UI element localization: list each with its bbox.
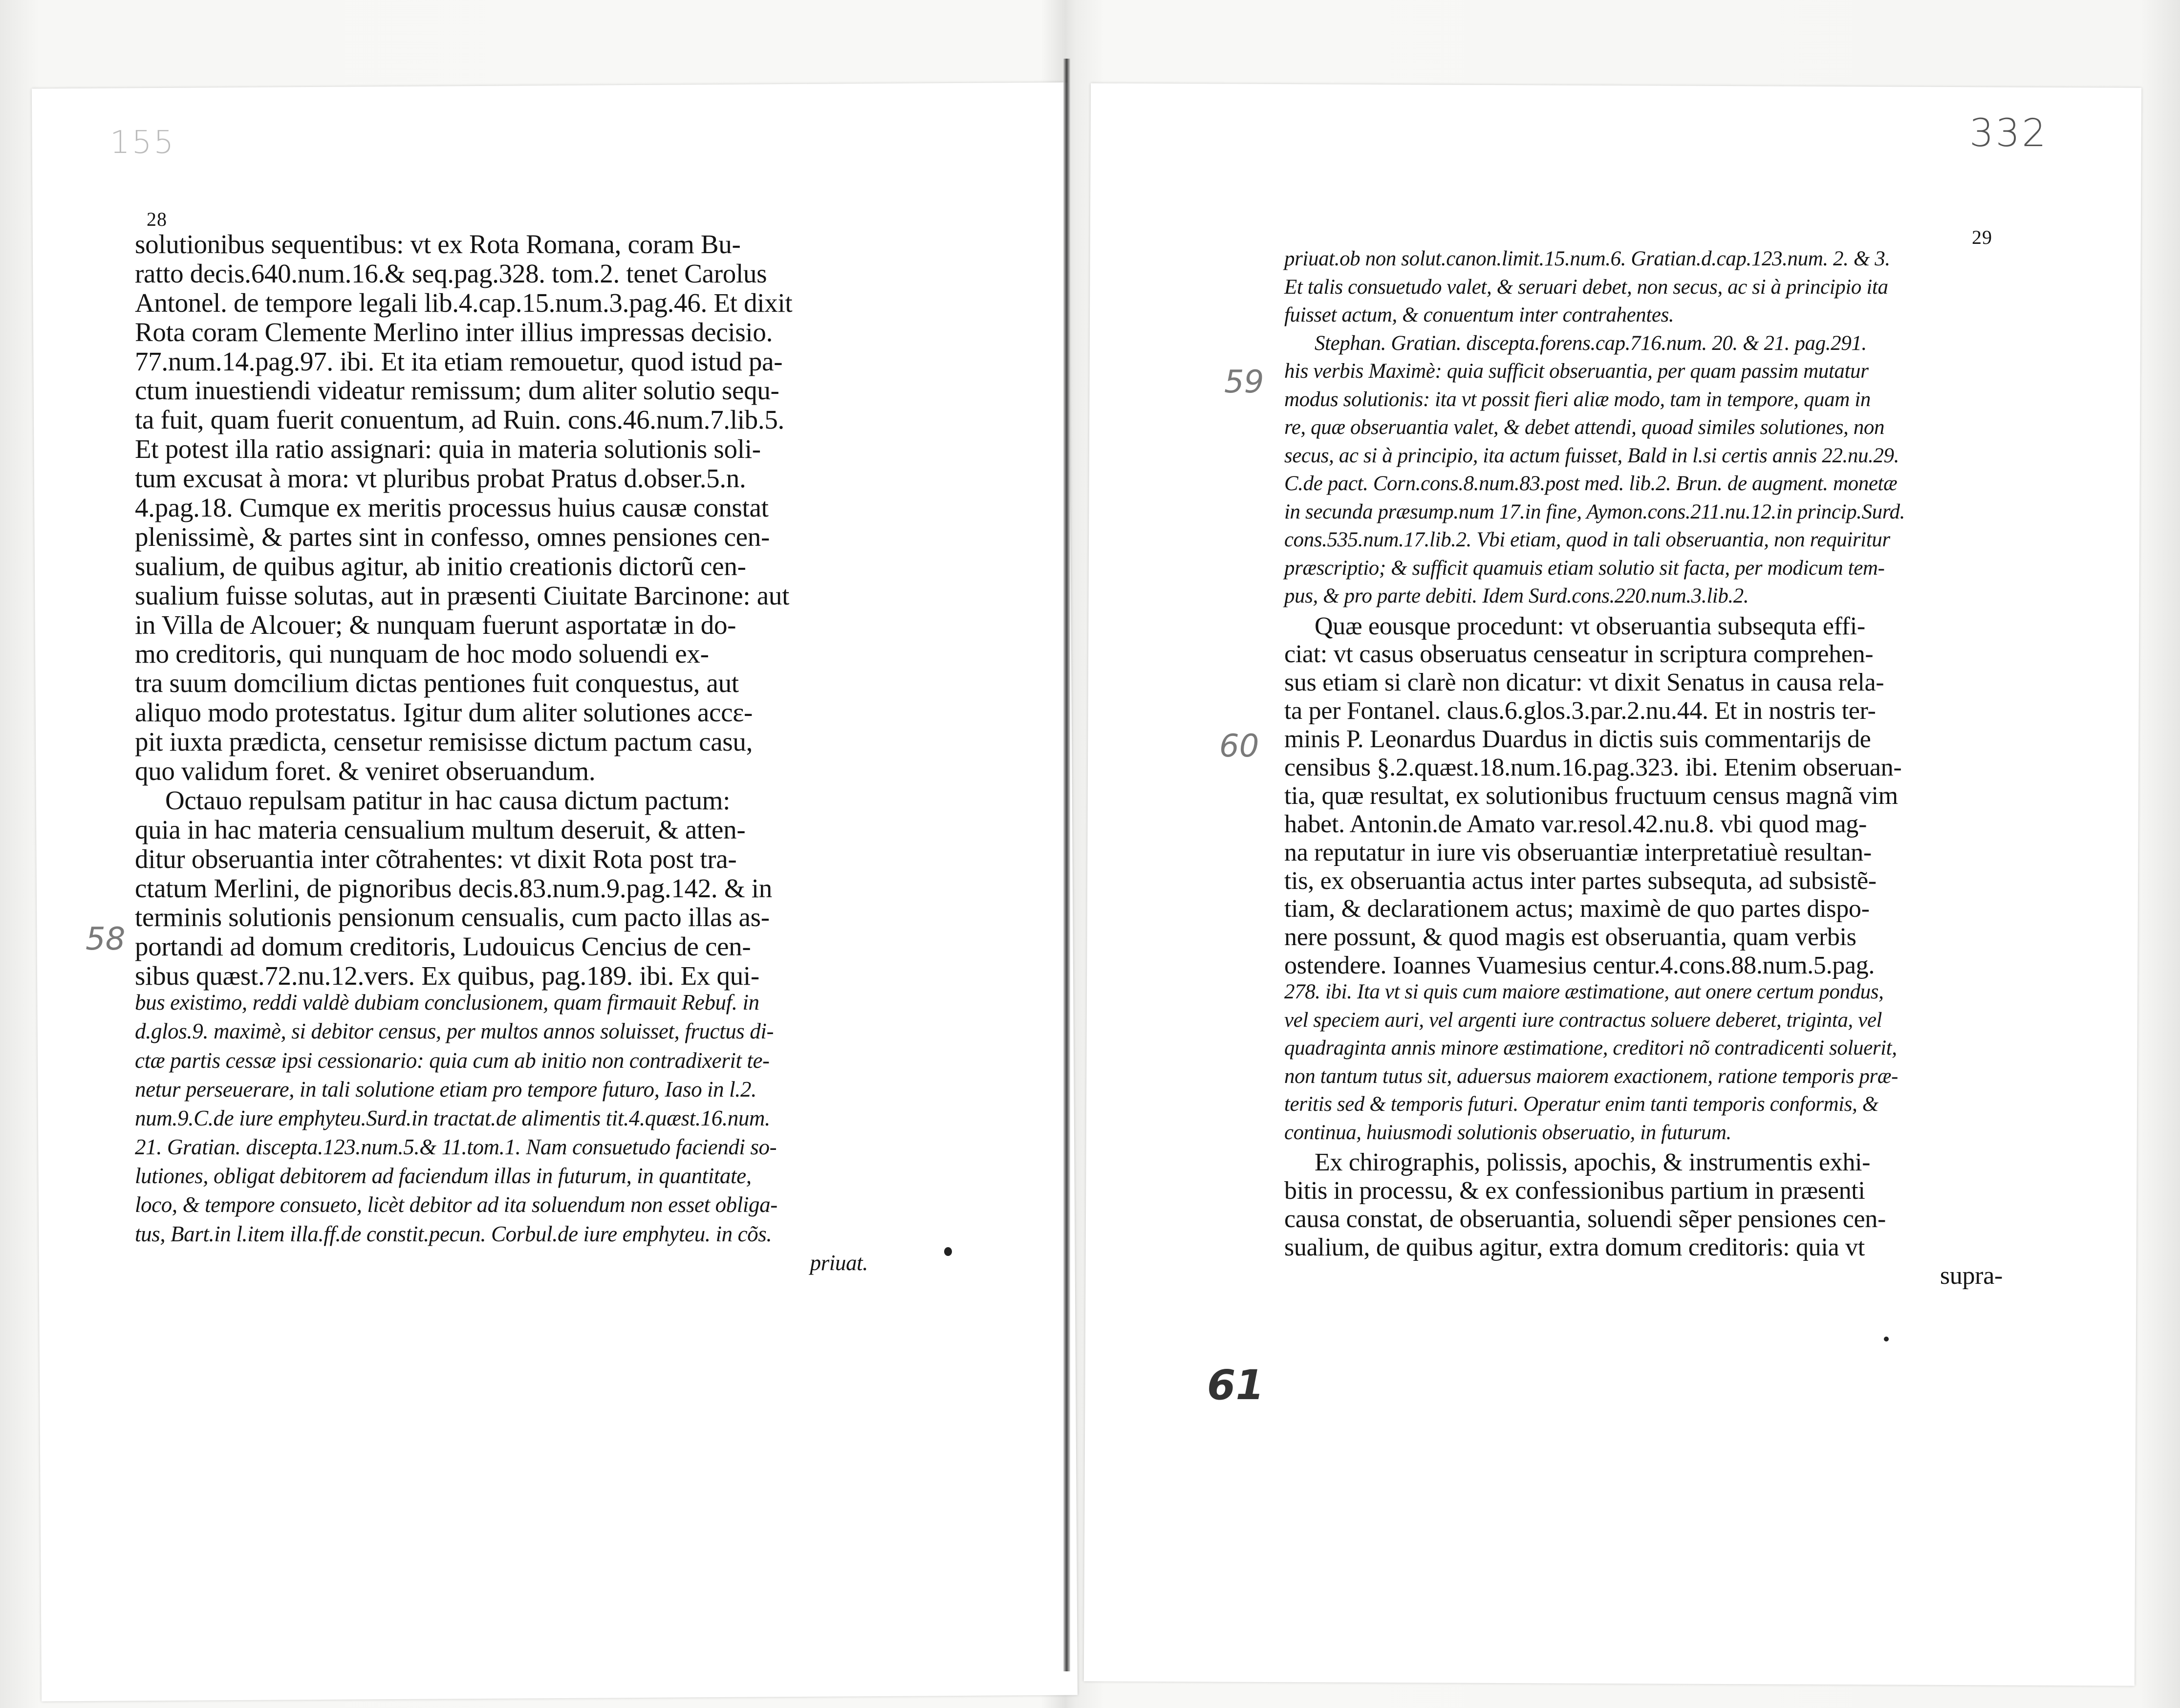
text-line: sualium fuisse solutas, aut in præsenti Ciuitate Barcinone: aut <box>135 580 790 610</box>
left-margin-note: 58 <box>86 921 126 957</box>
text-line: teritis sed & temporis futuri. Operatur enim tanti temporis conformis, & <box>1284 1093 1878 1116</box>
text-line: continua, huiusmodi solutionis obseruatio, in futurum. <box>1284 1121 1731 1144</box>
text-line: re, quæ obseruantia valet, & debet attendi, quoad similes solutiones, non <box>1284 416 1885 439</box>
text-line: Stephan. Gratian. discepta.forens.cap.716.num. 20. & 21. pag.291. <box>1315 331 1867 355</box>
text-line: tum excusat à mora: vt pluribus probat Pratus d.obser.5.n. <box>135 463 746 494</box>
text-line: ctatum Merlini, de pignoribus decis.83.num.9.pag.142. & in <box>135 873 772 903</box>
text-line: solutionibus sequentibus: vt ex Rota Romana, coram Bu- <box>135 229 741 259</box>
text-line: tra suum domcilium dictas pentiones fuit conquestus, aut <box>135 668 739 698</box>
text-line: non tantum tutus sit, aduersus maiorem exactionem, ratione temporis præ- <box>1284 1064 1898 1088</box>
right-page-number: 29 <box>1972 226 1992 248</box>
text-line: priuat. <box>810 1250 868 1275</box>
text-line: na reputatur in iure vis obseruantiæ interpretatiuè resultan- <box>1284 838 1872 866</box>
text-line: Quæ eousque procedunt: vt obseruantia subsequta effi- <box>1315 612 1865 640</box>
text-line: bus existimo, reddi valdè dubiam conclusionem, quam firmauit Rebuf. in <box>135 990 759 1015</box>
text-line: pus, & pro parte debiti. Idem Surd.cons.220.num.3.lib.2. <box>1284 584 1749 607</box>
text-line: loco, & tempore consueto, licèt debitor ad ita soluendum non esset obliga- <box>135 1192 777 1217</box>
text-line: Et potest illa ratio assignari: quia in materia solutionis soli- <box>135 434 761 464</box>
left-page-number: 28 <box>147 208 167 230</box>
ink-speck <box>944 1247 952 1256</box>
text-line: pit iuxta prædicta, censetur remisisse dictum pactum casu, <box>135 727 753 757</box>
text-line: ditur obseruantia inter cõtrahentes: vt dixit Rota post tra- <box>135 843 737 874</box>
text-line: quia in hac materia censualium multum deseruit, & atten- <box>135 814 746 844</box>
text-line: C.de pact. Corn.cons.8.num.83.post med. lib.2. Brun. de augment. monetæ <box>1284 472 1898 495</box>
text-line: portandi ad domum creditoris, Ludouicus Cencius de cen- <box>135 931 751 962</box>
text-line: plenissimè, & partes sint in confesso, omnes pensiones cen- <box>135 521 770 552</box>
text-line: his verbis Maximè: quia sufficit obseruantia, per quam passim mutatur <box>1284 360 1869 383</box>
text-line: sus etiam si clarè non dicatur: vt dixit Senatus in causa rela- <box>1284 669 1884 697</box>
text-line: mo creditoris, qui nunquam de hoc modo soluendi ex- <box>135 639 709 669</box>
text-line: cons.535.num.17.lib.2. Vbi etiam, quod in tali obseruantia, non requiritur <box>1284 528 1890 551</box>
text-line: tis, ex obseruantia actus inter partes subsequta, ad subsistẽ- <box>1284 866 1877 895</box>
text-line: nere possunt, & quod magis est obseruantia, quam verbis <box>1284 923 1856 951</box>
right-page-text <box>1284 248 2003 1292</box>
text-line: tia, quæ resultat, ex solutionibus fructuum census magnã vim <box>1284 781 1898 810</box>
text-line: ta fuit, quam fuerit conuentum, ad Ruin. cons.46.num.7.lib.5. <box>135 405 784 435</box>
text-line: habet. Antonin.de Amato var.resol.42.nu.8. vbi quod mag- <box>1284 810 1867 838</box>
right-folio-number: 332 <box>1969 111 2048 155</box>
text-line: d.glos.9. maximè, si debitor census, per multos annos soluisset, fructus di- <box>135 1019 774 1044</box>
right-margin-note-61: 61 <box>1207 1361 1264 1409</box>
text-line: 21. Gratian. discepta.123.num.5.& 11.tom.1. Nam consuetudo faciendi so- <box>135 1135 777 1160</box>
text-line: in secunda præsump.num 17.in fine, Aymon.cons.211.nu.12.in princip.Surd. <box>1284 500 1905 523</box>
text-line: ctæ partis cessæ ipsi cessionario: quia cum ab initio non contradixerit te- <box>135 1048 770 1073</box>
text-line: minis P. Leonardus Duardus in dictis suis commentarijs de <box>1284 725 1871 754</box>
text-line: num.9.C.de iure emphyteu.Surd.in tractat.de alimentis tit.4.quæst.16.num. <box>135 1105 770 1130</box>
text-line: ta per Fontanel. claus.6.glos.3.par.2.nu.44. Et in nostris ter- <box>1284 697 1876 725</box>
text-line: quadraginta annis minore æstimatione, creditori nõ contradicenti soluerit, <box>1284 1037 1897 1060</box>
right-margin-note-59: 59 <box>1224 364 1264 400</box>
left-faint-folio: 155 <box>110 125 176 161</box>
text-line: sibus quæst.72.nu.12.vers. Ex quibus, pag.189. ibi. Ex qui- <box>135 961 759 991</box>
text-line: ratto decis.640.num.16.& seq.pag.328. tom.2. tenet Carolus <box>135 258 767 288</box>
text-line: tiam, & declarationem actus; maximè de quo partes dispo- <box>1284 895 1870 923</box>
text-line: secus, ac si à principio, ita actum fuisset, Bald in l.si certis annis 22.nu.29. <box>1284 444 1899 467</box>
text-line: præscriptio; & sufficit quamuis etiam solutio sit facta, per modicum tem- <box>1284 556 1885 580</box>
text-line: fuisset actum, & conuentum inter contrahentes. <box>1284 303 1674 326</box>
right-margin-note-60: 60 <box>1219 728 1259 764</box>
ink-speck <box>1884 1337 1889 1341</box>
text-line: Rota coram Clemente Merlino inter illius impressas decisio. <box>135 317 773 347</box>
text-line: vel speciem auri, vel argenti iure contractus soluere deberet, triginta, vel <box>1284 1008 1882 1032</box>
text-line: netur perseuerare, in tali solutione etiam pro tempore futuro, Iaso in l.2. <box>135 1077 756 1102</box>
text-line: 77.num.14.pag.97. ibi. Et ita etiam remouetur, quod istud pa- <box>135 346 783 376</box>
text-line: quo validum foret. & veniret obseruandum. <box>135 756 596 786</box>
text-line: aliquo modo protestatus. Igitur dum aliter solutiones accε- <box>135 697 753 728</box>
text-line: lutiones, obligat debitorem ad faciendum illas in futurum, in quantitate, <box>135 1164 752 1189</box>
text-line: Et talis consuetudo valet, & seruari debet, non secus, ac si à principio ita <box>1284 275 1888 299</box>
text-line: ctum inuestiendi videatur remissum; dum aliter solutio sequ- <box>135 375 779 406</box>
text-line: censibus §.2.quæst.18.num.16.pag.323. ibi. Etenim obseruan- <box>1284 753 1902 781</box>
text-line: bitis in processu, & ex confessionibus partium in præsenti <box>1284 1176 1865 1205</box>
text-line: ostendere. Ioannes Vuamesius centur.4.cons.88.num.5.pag. <box>1284 951 1875 980</box>
text-line: Ex chirographis, polissis, apochis, & instrumentis exhi- <box>1315 1148 1871 1177</box>
text-line: 278. ibi. Ita vt si quis cum maiore æstimatione, aut onere certum pondus, <box>1284 980 1884 1004</box>
text-line: 4.pag.18. Cumque ex meritis processus huius causæ constat <box>135 493 769 523</box>
text-line: supra- <box>1940 1261 2003 1290</box>
text-line: terminis solutionis pensionum censualis, cum pacto illas as- <box>135 902 770 932</box>
text-line: tus, Bart.in l.item illa.ff.de constit.pecun. Corbul.de iure emphyteu. in cõs. <box>135 1221 772 1246</box>
text-line: sualium, de quibus agitur, extra domum creditoris: quia vt <box>1284 1233 1865 1261</box>
text-line: modus solutionis: ita vt possit fieri aliæ modo, tam in tempore, quam in <box>1284 388 1871 411</box>
book-spine <box>1063 59 1070 1671</box>
text-line: sualium, de quibus agitur, ab initio creationis dictorũ cen- <box>135 551 746 581</box>
left-page-text <box>135 231 868 1281</box>
text-line: causa constat, de obseruantia, soluendi sẽper pensiones cen- <box>1284 1205 1886 1233</box>
text-line: Octauo repulsam patitur in hac causa dictum pactum: <box>165 785 731 815</box>
text-line: ciat: vt casus obseruatus censeatur in scriptura comprehen- <box>1284 640 1874 669</box>
text-line: Antonel. de tempore legali lib.4.cap.15.num.3.pag.46. Et dixit <box>135 287 793 318</box>
text-line: priuat.ob non solut.canon.limit.15.num.6. Gratian.d.cap.123.num. 2. & 3. <box>1284 247 1890 270</box>
text-line: in Villa de Alcouer; & nunquam fuerunt asportatæ in do- <box>135 609 736 640</box>
